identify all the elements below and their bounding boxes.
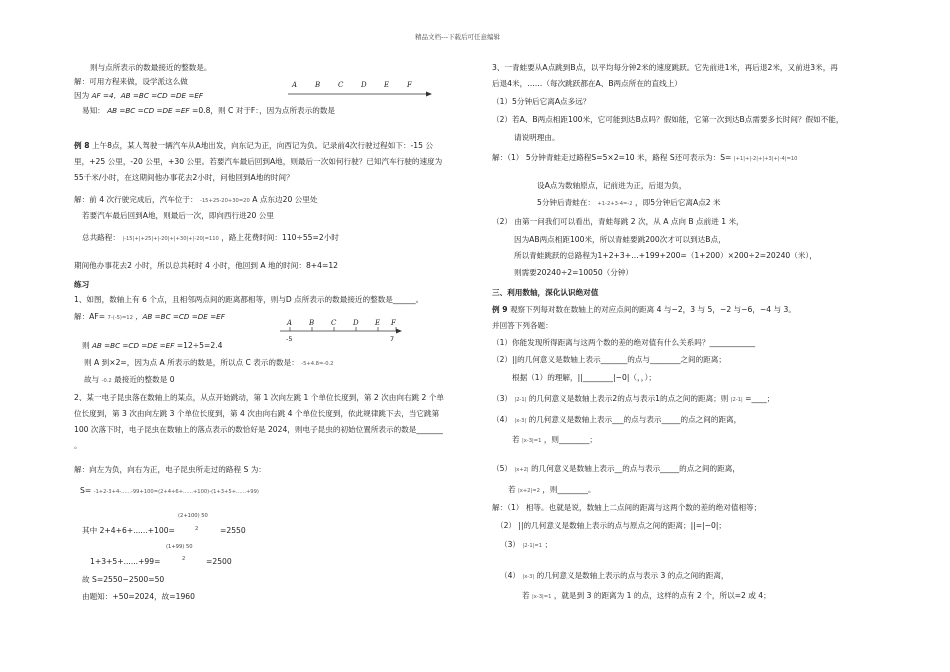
section-title: 练习: [74, 280, 90, 289]
text-span: 若: [512, 435, 520, 444]
text-line: 解：可用方程来做，设学派这么做: [74, 77, 188, 86]
math-expression: ，AB =BC =CD =DE =EF: [135, 312, 225, 321]
text-span: 故与: [84, 375, 100, 384]
text-line: 1+3+5+......+99=: [90, 557, 161, 566]
text-span: ，则________。: [542, 485, 596, 494]
text-line: 位长度到，第 3 次由向左跳 3 个单位长度到，第 4 次由向右跳 4 个单位长度到，依此规律跳下去，当它跳第: [74, 409, 440, 418]
text-line: 请说明理由。: [514, 133, 560, 142]
text-span: =____；: [745, 394, 775, 403]
text-span: 则 A 到×2=，因为点 A 所表示的数是，所以点 C 表示的数是：: [84, 358, 299, 367]
math-expression: |+1|+|-2|+|+3|+|-4|=10: [733, 156, 798, 162]
math-expression: -5+4.8=-0.2: [301, 361, 334, 367]
text-line: [492, 154, 797, 163]
text-span: =0.8，则 C 对于F：，因为点所表示的数是: [191, 106, 336, 115]
text-span: ，就是到 3 的距离为 1 的点，这样的点有 2 个，所以=2 或 4；: [553, 591, 771, 600]
text-line: 所以青蛙跳跃的总路程为1+2+3+…+199+200=（1+200）×200÷2=20240（米），: [514, 251, 817, 260]
text-line: 并回答下列各题：: [492, 321, 553, 330]
math-expression: AF =4，AB =BC =CD =DE =EF: [91, 91, 204, 100]
point-label: A: [292, 81, 298, 89]
text-span: 解：AF=: [74, 312, 106, 321]
text-span: 5分钟后青蛙在：: [537, 198, 595, 207]
text-span: =12÷5=2.4: [176, 341, 223, 350]
text-line: 后退4米，……（每次跳跃都在A、B两点所在的直线上）: [492, 79, 682, 88]
text-line: 则与点所表示的数最接近的整数是。: [90, 63, 212, 72]
text-line: [74, 142, 433, 151]
point-label: F: [391, 319, 396, 327]
text-line: 55千米/小时，在这期间他办事花去2小时，问他回到A地的时间？: [74, 173, 294, 182]
fraction-denominator: 2: [182, 556, 186, 562]
text-line: [82, 234, 339, 243]
text-line: [74, 196, 317, 205]
text-line: 故 S=2550−2500=50: [82, 575, 165, 584]
text-span: A 点东边20 公里处: [252, 195, 318, 204]
text-line: [82, 527, 175, 536]
point-label: B: [315, 81, 321, 89]
math-expression: |x+2|=2: [518, 488, 540, 494]
text-line: 则需要20240÷2=10050（分钟）: [514, 268, 634, 277]
text-line: [74, 313, 225, 322]
text-line: [492, 306, 796, 315]
text-span: 其中 2+4+6+......+100=: [82, 526, 175, 535]
text-line: [84, 359, 333, 368]
text-line: （2） ||的几何意义是数轴上表示的点与原点之间的距离；||=|−0|；: [496, 521, 726, 530]
fraction-numerator: (1+99) 50: [166, 544, 193, 550]
point-label: D: [353, 319, 359, 327]
text-span: 最接近的整数是 0: [114, 375, 175, 384]
text-span: （5）: [492, 464, 513, 473]
point-label: E: [375, 319, 381, 327]
text-span: 若: [508, 485, 516, 494]
math-expression: |2-1|: [730, 397, 743, 403]
section-title: 三、利用数轴，深化认识绝对值: [492, 288, 599, 297]
text-span: ，则________；: [543, 435, 597, 444]
math-expression: |x-3|=1: [532, 594, 552, 600]
text-line: [522, 592, 771, 601]
text-span: 易知：: [82, 106, 105, 115]
text-line: 设A点为数轴原点，记前进为正，后退为负，: [537, 181, 687, 190]
text-line: 因为AB两点相距100米，所以青蛙要跳200次才可以到达B点，: [514, 235, 726, 244]
point-label: B: [309, 319, 315, 327]
math-expression: |2-1|=1: [522, 543, 543, 549]
text-span: 解：（1） 5分钟青蛙走过路程S=5×2=10 米，路程 S还可表示为：S=: [492, 153, 732, 162]
text-line: （2）||的几何意义是数轴上表示_______的点与________之间的距离；: [492, 355, 726, 364]
text-line: 若要汽车最后回到A地，则最后一次，即向西行进20 公里: [82, 211, 274, 220]
math-expression: |2-1|: [514, 397, 527, 403]
math-expression: 7-(-5)=12: [107, 315, 133, 321]
text-span: 的几何意义是数轴上表示2的点与表示1的点之间的距离；则: [528, 394, 729, 403]
number-line-figure: [286, 78, 436, 100]
text-span: =2500: [206, 557, 232, 566]
text-span: 上午8点，某人驾驶一辆汽车从A地出发，向东记为正，向西记为负。记录前4次行驶过程如下：-15 公: [91, 141, 433, 150]
math-expression: |x+2|: [514, 467, 529, 473]
math-expression: -15+25-20+30=20: [200, 198, 250, 204]
text-line: [492, 465, 740, 474]
text-line: [74, 92, 203, 101]
tick-label: 7: [390, 335, 395, 343]
text-line: [492, 416, 741, 425]
math-expression: AB =BC =CD =DE =EF: [107, 106, 190, 115]
text-line: 100 次落下时，电子昆虫在数轴上的落点表示的数恰好是 2024，则电子昆虫的初始位置所表示的数是_______: [74, 425, 443, 434]
text-line: [537, 199, 721, 208]
math-expression: -1+2-3+4-......-99+100=(2+4+6+......+100)-(1+3+5+......+99): [93, 489, 259, 495]
text-line: [500, 541, 552, 550]
math-expression: +1-2+3-4=-2: [597, 201, 633, 207]
text-line: 2、某一电子昆虫落在数轴上的某点，从点开始跳动，第 1 次向左跳 1 个单位长度到，第 2 次由向右跳 2 个单: [74, 393, 444, 402]
text-line: （1）5分钟后它离A点多远？: [492, 97, 591, 106]
text-line: [508, 486, 595, 495]
text-span: （4）: [492, 415, 513, 424]
text-line: 根据（1）的理解，||________|−0|（，，）；: [512, 373, 656, 382]
text-line: （2） 由第一问我们可以看出，青蛙每跳 2 次，从 A 点向 B 点前进 1 米，: [492, 217, 744, 226]
tick-label: -5: [286, 335, 293, 343]
point-label: C: [338, 81, 344, 89]
arrow-right-icon: [396, 329, 402, 334]
text-line: 3、一青蛙要从A点跳到B点，以平均每分钟2米的速度跳跃。它先前进1米，再后退2米，又前进3米，再: [492, 63, 838, 72]
text-line: 1、如图，数轴上有 6 个点，且相邻两点间的距离都相等，则与D 点所表示的数最接近的整数是______。: [74, 295, 424, 304]
text-span: ，路上花费时间：110÷55=2小时: [221, 233, 339, 242]
point-label: E: [384, 81, 390, 89]
text-span: ；: [544, 540, 553, 549]
text-line: 解：向左为负，向右为正，电子昆虫所走过的路程 S 为：: [74, 465, 266, 474]
math-expression: AB =BC =CD =DE =EF: [92, 341, 175, 350]
text-line: 。: [74, 441, 82, 450]
text-span: 的几何意义是数轴上表示__的点与表示_____的点之间的距离，: [531, 464, 740, 473]
text-span: 观察下列每对数在数轴上的对应点间的距离 4 与−2，3 与 5，−2 与−6，−4 与 3。: [509, 305, 796, 314]
text-line: [84, 376, 175, 385]
text-line: 里，+25 公里，-20 公里，+30 公里。若要汽车最后回到A地，则最后一次如何行驶？已知汽车行驶的速度为: [74, 157, 443, 166]
text-span: （3）: [492, 394, 513, 403]
text-span: 总共路程：: [82, 233, 120, 242]
text-span: ，即5分钟后它离A点2 米: [635, 198, 721, 207]
text-line: 解：（1） 相等。也就是说，数轴上二点间的距离与这两个数的差的绝对值相等；: [492, 503, 762, 512]
text-line: [82, 107, 335, 116]
text-span: 解：前 4 次行驶完成后，汽车位于：: [74, 195, 198, 204]
text-span: =2550: [220, 526, 246, 535]
text-span: 若: [522, 591, 530, 600]
math-expression: |x-3|=1: [522, 438, 542, 444]
text-line: 期间他办事花去2 小时，所以总共耗时 4 小时，他回到 A 地的时间：8+4=12: [74, 261, 339, 270]
example-label: 例 8: [74, 141, 90, 150]
point-label: D: [361, 81, 367, 89]
math-expression: |x-3|: [514, 418, 527, 424]
text-span: 的几何意义是数轴上表示的点与表示 3 的点之间的距离，: [536, 571, 729, 580]
text-line: [82, 342, 222, 351]
text-line: [512, 436, 597, 445]
math-expression: |-15|+|+25|+|-20|+|+30|+|-20|=110: [122, 236, 219, 242]
text-span: 因为: [74, 91, 90, 100]
text-line: （1）你能发现所得距离与这两个数的差的绝对值有什么关系吗？____________: [492, 338, 756, 347]
text-span: 的几何意义是数轴上表示___的点与表示_____的点之间的距离，: [528, 415, 742, 424]
page-header: 精品文档---下载后可任意编辑: [415, 33, 501, 41]
point-label: C: [331, 319, 337, 327]
text-line: [80, 487, 259, 496]
point-label: F: [407, 81, 412, 89]
arrow-right-icon: [426, 92, 432, 97]
text-span: S=: [80, 486, 92, 495]
example-label: 例 9: [492, 305, 508, 314]
math-expression: |x-3|: [522, 574, 535, 580]
fraction-denominator: 2: [195, 526, 199, 532]
point-label: A: [287, 319, 293, 327]
text-span: （4）: [500, 571, 521, 580]
text-line: [492, 395, 774, 404]
text-line: [500, 572, 729, 581]
text-line: （2）若A、B两点相距100米，它可能到达B点吗？假如能，它第一次到达B点需要多长时间？假如不能，: [492, 115, 844, 124]
math-expression: -0.2: [101, 378, 112, 384]
number-line-figure: [278, 316, 408, 346]
text-span: 则: [82, 341, 90, 350]
text-span: （3）: [500, 540, 521, 549]
text-line: 由题知：+50=2024，故=1960: [82, 592, 195, 601]
fraction-numerator: (2+100) 50: [178, 513, 208, 519]
